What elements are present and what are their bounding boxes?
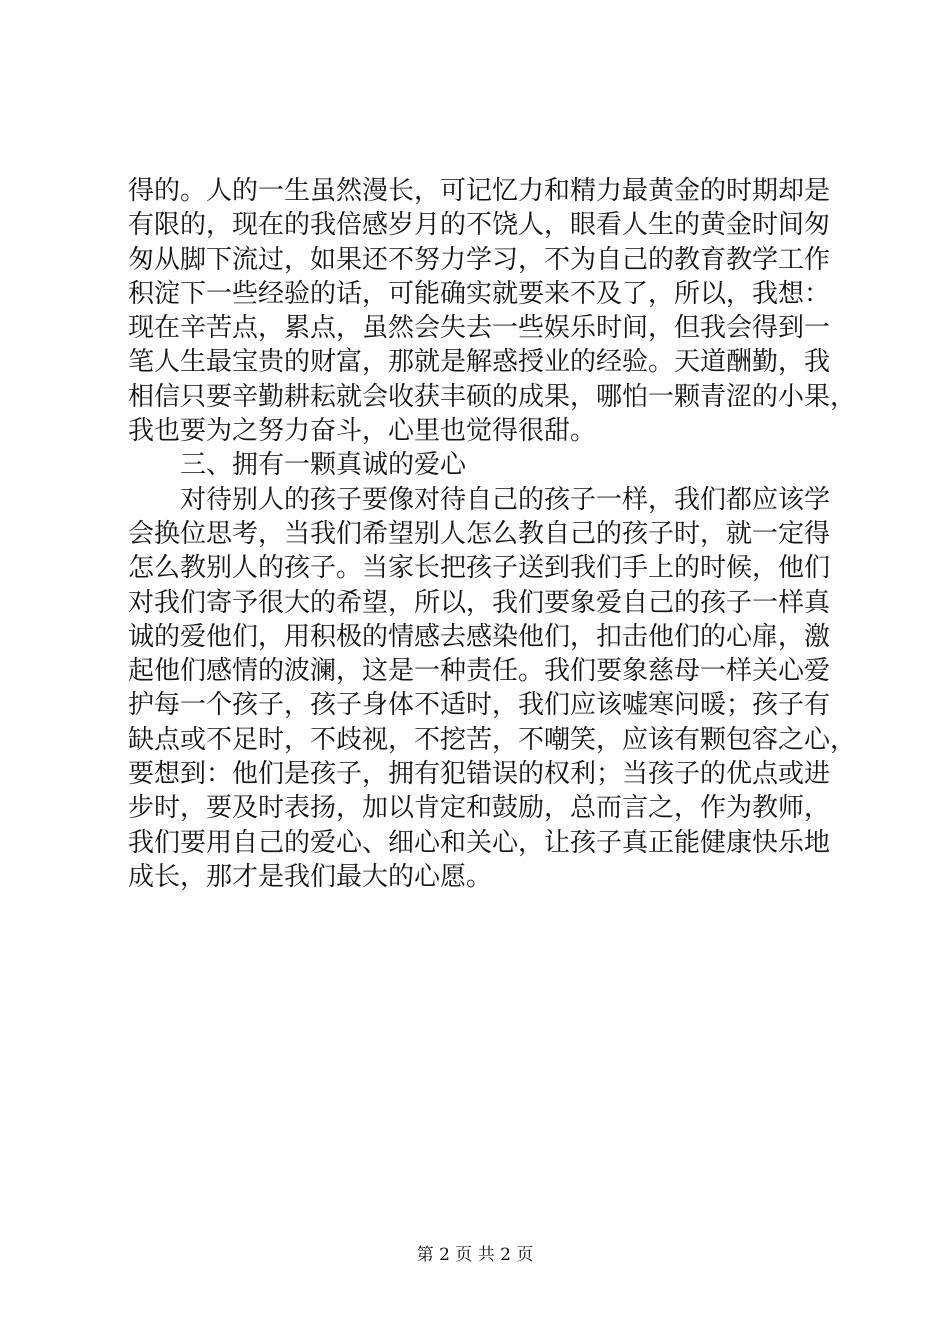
text-line: 相信只要辛勤耕耘就会收获丰硕的成果，哪怕一颗青涩的小果， <box>128 381 857 412</box>
text-line: 缺点或不足时，不歧视，不挖苦，不嘲笑，应该有颗包容之心， <box>128 724 857 755</box>
text-line: 步时，要及时表扬，加以肯定和鼓励，总而言之，作为教师， <box>128 793 831 824</box>
section-heading: 三、拥有一颗真诚的爱心 <box>180 450 467 481</box>
text-line: 起他们感情的波澜，这是一种责任。我们要象慈母一样关心爱 <box>128 656 831 687</box>
text-line: 匆从脚下流过，如果还不努力学习，不为自己的教育教学工作 <box>128 244 831 275</box>
text-line: 对待别人的孩子要像对待自己的孩子一样，我们都应该学 <box>180 484 831 515</box>
text-line: 护每一个孩子，孩子身体不适时，我们应该嘘寒问暖；孩子有 <box>128 690 831 721</box>
text-line: 现在辛苦点，累点，虽然会失去一些娱乐时间，但我会得到一 <box>128 313 831 344</box>
text-line: 得的。人的一生虽然漫长，可记忆力和精力最黄金的时期却是 <box>128 176 831 206</box>
text-line: 诚的爱他们，用积极的情感去感染他们，扣击他们的心扉，激 <box>128 621 831 652</box>
page-number-footer: 第 2 页 共 2 页 <box>416 1245 534 1265</box>
text-line: 有限的，现在的我倍感岁月的不饶人，眼看人生的黄金时间匆 <box>128 210 831 241</box>
text-line: 我也要为之努力奋斗，心里也觉得很甜。 <box>128 416 597 447</box>
text-line: 怎么教别人的孩子。当家长把孩子送到我们手上的时候，他们 <box>128 553 831 584</box>
text-line: 积淀下一些经验的话，可能确实就要来不及了，所以，我想： <box>128 278 831 309</box>
text-line: 对我们寄予很大的希望，所以，我们要象爱自己的孩子一样真 <box>128 587 831 618</box>
text-line: 成长，那才是我们最大的心愿。 <box>128 861 493 892</box>
text-line: 笔人生最宝贵的财富，那就是解惑授业的经验。天道酬勤，我 <box>128 347 831 378</box>
text-line: 要想到：他们是孩子，拥有犯错误的权利；当孩子的优点或进 <box>128 759 831 790</box>
text-line: 会换位思考，当我们希望别人怎么教自己的孩子时，就一定得 <box>128 518 831 549</box>
text-line: 我们要用自己的爱心、细心和关心，让孩子真正能健康快乐地 <box>128 827 831 858</box>
body-text <box>128 174 857 894</box>
